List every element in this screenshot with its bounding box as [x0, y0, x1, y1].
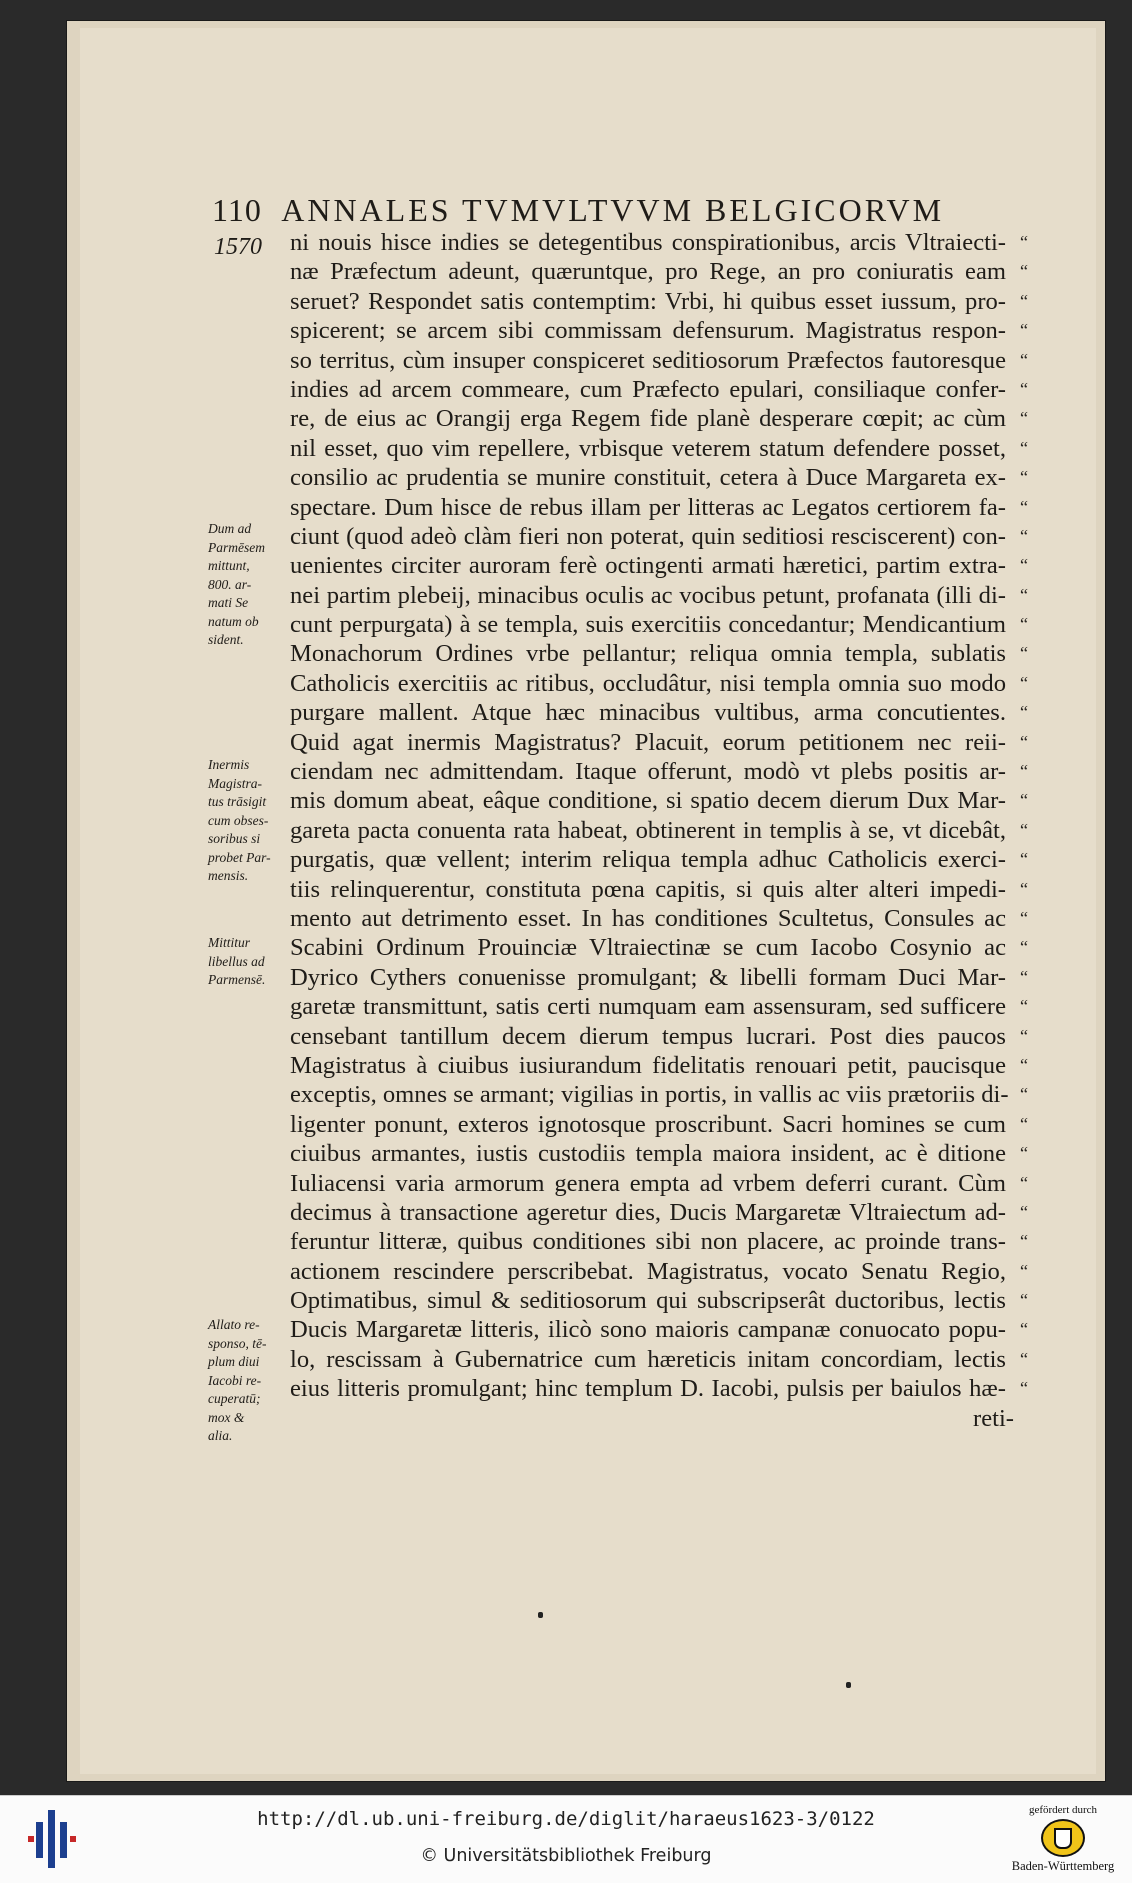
- quote-mark: “: [1020, 790, 1028, 811]
- text-line: [290, 845, 1028, 874]
- line-text: mis domum abeat, eâque conditione, si spatio decem dierum Dux Mar-: [290, 787, 1006, 815]
- viewer-footer: [0, 1795, 1132, 1883]
- text-line: [290, 346, 1028, 375]
- marginal-note-line: cum obses-: [208, 812, 269, 828]
- line-text: ni nouis hisce indies se detegentibus conspirationibus, arcis Vltraiecti-: [290, 229, 1006, 256]
- text-line: [290, 1139, 1028, 1168]
- marginal-note-line: Parmensē.: [208, 972, 266, 987]
- quote-mark: “: [1020, 496, 1028, 517]
- quote-mark: “: [1020, 702, 1028, 723]
- quote-mark: “: [1020, 819, 1028, 840]
- line-text: nei partim plebeij, minacibus oculis ac vocibus petunt, profanata (illi di-: [290, 581, 1006, 609]
- quote-mark: “: [1020, 614, 1028, 635]
- marginal-note-line: Magistra-: [208, 775, 262, 791]
- text-line: [290, 757, 1028, 786]
- copyright-notice: © Universitätsbibliothek Freiburg: [420, 1846, 712, 1866]
- line-text: indies ad arcem commeare, cum Præfecto epulari, consiliaque confer-: [290, 375, 1006, 403]
- quote-mark: “: [1020, 878, 1028, 899]
- line-text: Magistratus à ciuibus iusiurandum fidelitatis renouari petit, paucisque: [290, 1051, 1006, 1079]
- quote-mark: “: [1020, 1348, 1028, 1369]
- text-line: [290, 1051, 1028, 1080]
- line-text: exceptis, omnes se armant; vigilias in portis, in vallis ac viis prætoriis di-: [290, 1081, 1009, 1109]
- line-text: so territus, cùm insuper conspiceret seditiosorum Præfectos fautoresque: [290, 346, 1006, 374]
- text-line: [290, 904, 1028, 933]
- text-line: [290, 287, 1028, 316]
- line-text: Optimatibus, simul & seditiosorum qui subscripserât ductoribus, lectis: [290, 1287, 1006, 1315]
- marginal-note-line: libellus ad: [208, 953, 265, 969]
- line-text: consilio ac prudentia se munire constituit, cetera à Duce Margareta ex-: [290, 464, 1006, 492]
- marginal-note-line: mati Se: [208, 595, 249, 610]
- page-speck: [846, 1682, 851, 1688]
- text-line: [290, 786, 1028, 815]
- marginal-note-line: sponso, tē-: [208, 1335, 267, 1351]
- text-line: [290, 581, 1028, 610]
- text-line: [290, 639, 1028, 668]
- marginal-note-line: natum ob: [208, 613, 259, 629]
- line-text: nil esset, quo vim repellere, vrbisque veterem statum defendere posset,: [290, 434, 1006, 462]
- text-line: [290, 1257, 1028, 1286]
- line-text: Iuliacensi varia armorum genera empta ad vrbem deferri curant. Cùm: [290, 1169, 1006, 1197]
- quote-mark: “: [1020, 996, 1028, 1017]
- line-text: decimus à transactione ageretur dies, Ducis Margaretæ Vltraiectum ad-: [290, 1198, 1006, 1226]
- quote-mark: “: [1020, 1084, 1028, 1105]
- sponsor-caption: gefördert durch: [1028, 1804, 1098, 1816]
- body-text: [290, 228, 1028, 1433]
- quote-mark: “: [1020, 378, 1028, 399]
- quote-mark: “: [1020, 467, 1028, 488]
- line-text: ligenter ponunt, exteros ignotosque proscribunt. Sacri homines se cum: [290, 1110, 1006, 1138]
- line-text: tiis relinquerentur, constituta pœna capitis, si quis alter alteri impedi-: [290, 875, 1006, 903]
- catchword-line: [290, 1404, 1028, 1433]
- line-text: lo, rescissam à Gubernatrice cum hæreticis initam concordiam, lectis: [290, 1345, 1006, 1373]
- quote-mark: “: [1020, 1054, 1028, 1075]
- marginal-note-line: plum diui: [208, 1354, 260, 1369]
- quote-mark: “: [1020, 1172, 1028, 1193]
- quote-mark: “: [1020, 907, 1028, 928]
- line-text: spectare. Dum hisce de rebus illam per litteras ac Legatos certiorem fa-: [290, 493, 1006, 521]
- quote-mark: “: [1020, 1260, 1028, 1281]
- text-line: [290, 404, 1028, 433]
- quote-mark: “: [1020, 1143, 1028, 1164]
- text-line: [290, 1345, 1028, 1374]
- catchword: reti-: [973, 1404, 1014, 1432]
- line-text: Scabini Ordinum Prouinciæ Vltraiectinæ se cum Iacobo Cosynio ac: [290, 934, 1006, 962]
- text-line: [290, 522, 1028, 551]
- quote-mark: “: [1020, 1025, 1028, 1046]
- line-text: censebant tantillum decem dierum tempus lucrari. Post dies paucos: [290, 1022, 1006, 1050]
- running-title: ANNALES TVMVLTVVM BELGICORVM: [281, 192, 945, 228]
- sponsor-name: Baden-Württemberg: [1011, 1859, 1115, 1873]
- quote-mark: “: [1020, 437, 1028, 458]
- text-line: [290, 1315, 1028, 1344]
- quote-mark: “: [1020, 1201, 1028, 1222]
- quote-mark: “: [1020, 408, 1028, 429]
- marginal-note-line: sident.: [208, 632, 244, 647]
- quote-mark: “: [1020, 937, 1028, 958]
- text-line: [290, 933, 1028, 962]
- marginal-note-line: Allato re-: [208, 1317, 260, 1332]
- coat-of-arms-icon: [1041, 1819, 1085, 1857]
- line-text: uenientes circiter auroram ferè octingenti armati hæretici, partim extra-: [290, 552, 1006, 580]
- text-line: [290, 1227, 1028, 1256]
- marginal-note-line: cuperatū;: [208, 1391, 261, 1406]
- text-line: [290, 963, 1028, 992]
- text-line: [290, 551, 1028, 580]
- line-text: gareta pacta conuenta rata habeat, obtinerent in templis à se, vt dicebât,: [290, 816, 1006, 844]
- marginal-note-line: Parmēsem: [208, 539, 265, 555]
- margin-year: 1570: [214, 234, 262, 260]
- marginal-note: [208, 520, 288, 650]
- line-text: seruet? Respondet satis contemptim: Vrbi, hi quibus esset iussum, pro-: [290, 287, 1006, 315]
- line-text: actionem rescindere perscribebat. Magistratus, vocato Senatu Regio,: [290, 1257, 1006, 1285]
- line-text: garetæ transmittunt, satis certi numquam eam assensuram, sed sufficere: [290, 993, 1006, 1021]
- text-line: [290, 1022, 1028, 1051]
- text-line: [290, 228, 1028, 257]
- marginal-note: [208, 1316, 288, 1446]
- marginal-note-line: soribus si: [208, 831, 261, 846]
- quote-mark: “: [1020, 731, 1028, 752]
- quote-mark: “: [1020, 290, 1028, 311]
- text-line: [290, 875, 1028, 904]
- quote-mark: “: [1020, 1319, 1028, 1340]
- quote-mark: “: [1020, 1290, 1028, 1311]
- text-line: [290, 316, 1028, 345]
- text-line: [290, 1169, 1028, 1198]
- quote-mark: “: [1020, 349, 1028, 370]
- text-line: [290, 728, 1028, 757]
- text-line: [290, 375, 1028, 404]
- page-speck: [538, 1612, 543, 1618]
- marginal-note-line: Mittitur: [208, 935, 251, 950]
- marginal-note-line: Inermis: [208, 757, 250, 772]
- line-text: mento aut detrimento esset. In has conditiones Scultetus, Consules ac: [290, 904, 1006, 932]
- line-text: feruntur litteræ, quibus conditiones sibi non placere, ac proinde trans-: [290, 1228, 1006, 1256]
- text-line: [290, 1374, 1028, 1403]
- quote-mark: “: [1020, 320, 1028, 341]
- marginal-note-line: mensis.: [208, 868, 249, 883]
- marginal-note-line: alia.: [208, 1428, 233, 1443]
- line-text: Monachorum Ordines vrbe pellantur; reliqua omnia templa, sublatis: [290, 640, 1006, 668]
- line-text: eius litteris promulgant; hinc templum D. Iacobi, pulsis per baiulos hæ-: [290, 1375, 1006, 1403]
- line-text: ciuibus armantes, iustis custodiis templa maiora insident, ac è ditione: [290, 1140, 1006, 1168]
- text-line: [290, 257, 1028, 286]
- quote-mark: “: [1020, 849, 1028, 870]
- quote-mark: “: [1020, 232, 1028, 252]
- quote-mark: “: [1020, 555, 1028, 576]
- quote-mark: “: [1020, 643, 1028, 664]
- quote-mark: “: [1020, 261, 1028, 282]
- quote-mark: “: [1020, 1113, 1028, 1134]
- text-line: [290, 1110, 1028, 1139]
- text-line: [290, 816, 1028, 845]
- line-text: Quid agat inermis Magistratus? Placuit, eorum petitionem nec reii-: [290, 728, 1006, 756]
- text-line: [290, 698, 1028, 727]
- quote-mark: “: [1020, 1231, 1028, 1252]
- line-text: Ducis Margaretæ litteris, ilicò sono maioris campanæ conuocato popu-: [290, 1316, 1006, 1344]
- line-text: ciendam nec admittendam. Itaque offerunt, modò vt plebs positis ar-: [290, 758, 1006, 786]
- line-text: ciunt (quod adeò clàm fieri non poterat, quin seditiosi resciscerent) con-: [290, 522, 1006, 550]
- permalink-url[interactable]: http://dl.ub.uni-freiburg.de/diglit/haraeus1623-3/0122: [257, 1808, 875, 1830]
- quote-mark: “: [1020, 1378, 1028, 1399]
- marginal-note-line: tus trāsigit: [208, 794, 267, 809]
- line-text: Catholicis exercitiis ac ritibus, occludâtur, nisi templa omnia suo modo: [290, 669, 1006, 697]
- quote-mark: “: [1020, 584, 1028, 605]
- marginal-note: [208, 934, 288, 990]
- text-line: [290, 1286, 1028, 1315]
- text-line: [290, 992, 1028, 1021]
- quote-mark: “: [1020, 761, 1028, 782]
- quote-mark: “: [1020, 672, 1028, 693]
- line-text: purgatis, quæ vellent; interim reliqua templa adhuc Catholicis exerci-: [290, 846, 1006, 874]
- text-line: [290, 610, 1028, 639]
- text-line: [290, 434, 1028, 463]
- text-line: [290, 463, 1028, 492]
- quote-mark: “: [1020, 525, 1028, 546]
- marginal-note-line: mox &: [208, 1409, 245, 1425]
- marginal-note: [208, 756, 288, 886]
- marginal-note-line: 800. ar-: [208, 576, 252, 592]
- line-text: spicerent; se arcem sibi commissam defensurum. Magistratus respon-: [290, 317, 1006, 345]
- marginal-note-line: Dum ad: [208, 521, 252, 536]
- sponsor-badge: [1008, 1804, 1118, 1874]
- line-text: cunt perpurgata) à se templa, suis exercitiis concedantur; Mendicantium: [290, 611, 1006, 639]
- text-line: [290, 669, 1028, 698]
- line-text: re, de eius ac Orangij erga Regem fide planè desperare cœpit; ac cùm: [290, 405, 1006, 433]
- text-line: [290, 1198, 1028, 1227]
- running-header: [212, 192, 972, 229]
- text-line: [290, 493, 1028, 522]
- page-number: 110: [212, 192, 262, 228]
- text-line: [290, 1080, 1028, 1109]
- line-text: næ Præfectum adeunt, quæruntque, pro Rege, an pro coniuratis eam: [290, 258, 1006, 286]
- quote-mark: “: [1020, 966, 1028, 987]
- marginal-note-line: probet Par-: [208, 849, 271, 865]
- marginal-note-line: mittunt,: [208, 558, 250, 573]
- line-text: purgare mallent. Atque hæc minacibus vultibus, arma concutientes.: [290, 699, 1006, 727]
- marginal-note-line: Iacobi re-: [208, 1372, 262, 1388]
- line-text: Dyrico Cythers conuenisse promulgant; & libelli formam Duci Mar-: [290, 963, 1006, 991]
